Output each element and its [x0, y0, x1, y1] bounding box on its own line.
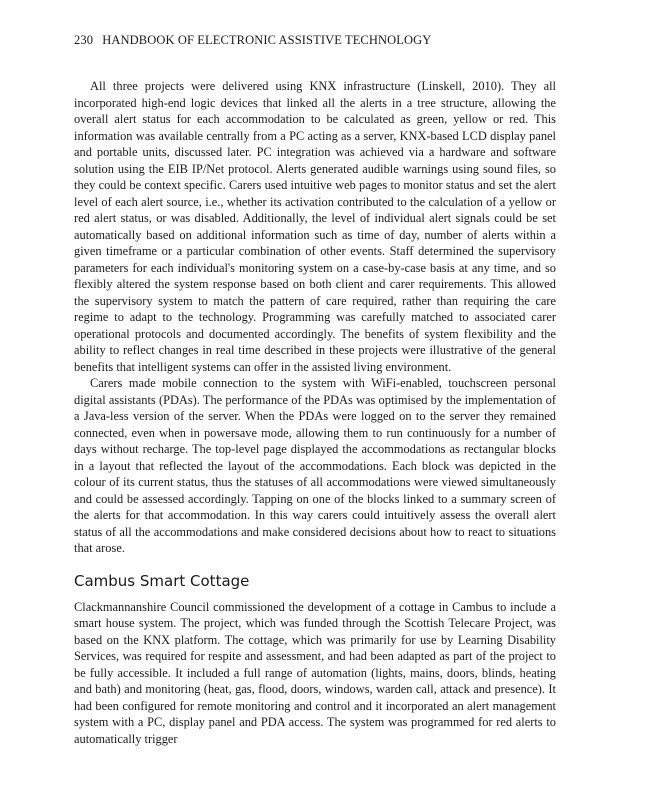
- page-number: 230: [74, 33, 94, 47]
- body-text: [74, 78, 556, 747]
- paragraph-cambus-cottage: Clackmannanshire Council commissioned the development of a cottage in Cambus to include a smart house system. The project, which was funded through the Scottish Telecare Project, was based on the KNX platform. The cottage, which was primarily for use by Learning Disability Services, was required for respite and assessment, and had been adapted as part of the project to be fully accessible. It included a full range of automation (lights, mains, doors, blinds, heating and bath) and monitoring (heat, gas, flood, doors, windows, warden call, attack and presence). It had been configured for remote monitoring and control and it incorporated an alert management system with a PC, display panel and PDA access. The system was programmed for red alerts to automatically trigger: [74, 599, 556, 746]
- paragraph-knx-infrastructure: All three projects were delivered using KNX infrastructure (Linskell, 2010). They all incorporated high-end logic devices that linked all the alerts in a tree structure, allowing the overall alert status for each accommodation to be calculated as green, yellow or red. This information was available centrally from a PC acting as a server, KNX-based LCD display panel and portable units, discussed later. PC integration was achieved via a hardware and software solution using the EIB IP/Net protocol. Alerts generated audible warnings using sound files, so they could be context specific. Carers used intuitive web pages to monitor status and set the alert level of each alert source, i.e., whether its activation contributed to the calculation of a yellow or red alert status, or was disabled. Additionally, the level of individual alert signals could be set automatically based on additional information such as time of day, number of alerts within a given timeframe or a particular combination of other events. Staff determined the supervisory parameters for each individual's monitoring system on a case-by-case basis at any time, and so flexibly altered the system response based on both client and carer requirements. This allowed the supervisory system to match the pattern of care required, rather than requiring the care regime to adapt to the technology. Programming was carefully matched to associated carer operational protocols and documented accordingly. The benefits of system flexibility and the ability to reflect changes in real time described in these projects were illustrative of the general benefits that intelligent systems can offer in the assisted living environment.: [74, 79, 556, 374]
- book-title: HANDBOOK OF ELECTRONIC ASSISTIVE TECHNOLOGY: [102, 33, 432, 47]
- running-header: [74, 33, 431, 48]
- section-heading: Cambus Smart Cottage: [74, 571, 250, 590]
- paragraph-pda-connection: Carers made mobile connection to the system with WiFi-enabled, touchscreen personal digital assistants (PDAs). The performance of the PDAs was optimised by the implementation of a Java-less version of the server. When the PDAs were logged on to the server they remained connected, even when in powersave mode, allowing them to run continuously for a number of days without recharge. The top-level page displayed the accommodations as rectangular blocks in a layout that reflected the layout of the accommodations. Each block was depicted in the colour of its current status, thus the statuses of all accommodations were viewed simultaneously and could be assessed accordingly. Tapping on one of the blocks linked to a summary screen of the alerts for that accommodation. In this way carers could intuitively assess the overall alert status of all the accommodations and make considered decisions about how to react to situations that arose.: [74, 376, 556, 555]
